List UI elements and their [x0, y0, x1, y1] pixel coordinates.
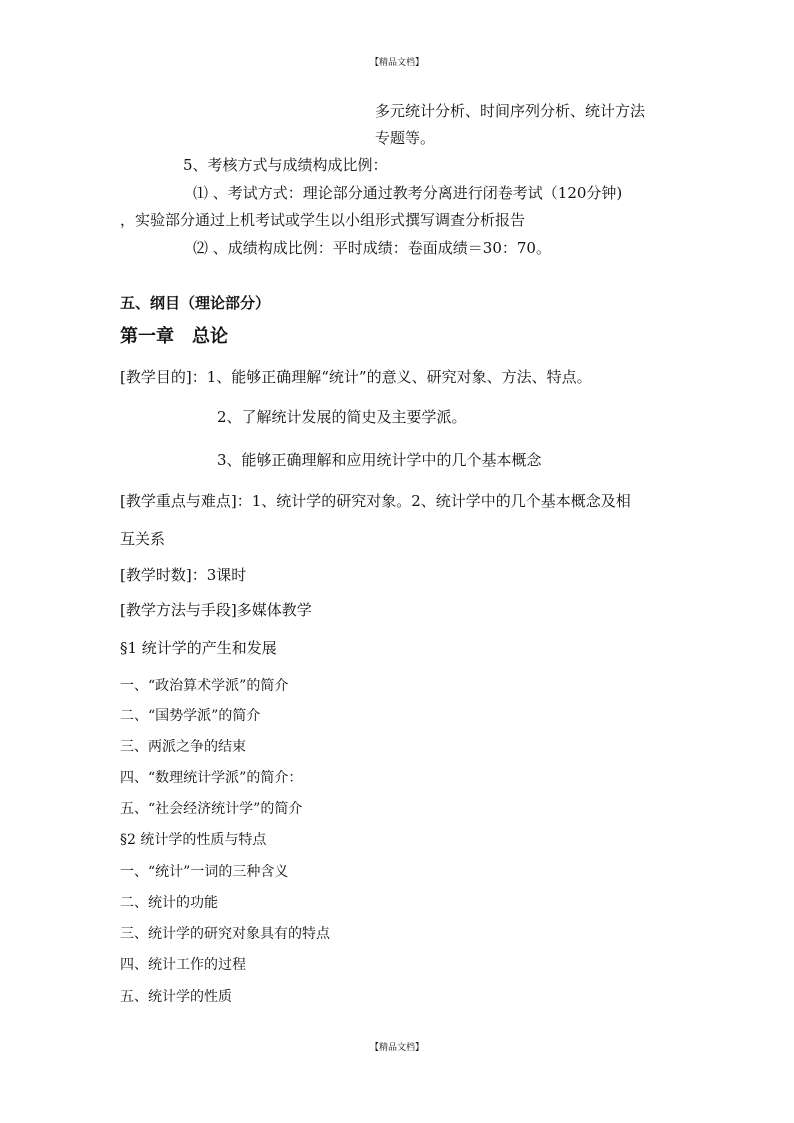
teaching-hours: [教学时数]：3课时 [120, 566, 247, 584]
grade-ratio: ⑵ 、成绩构成比例：平时成绩：卷面成绩＝30：70。 [193, 239, 551, 257]
exam-method-line-1: ⑴ 、考试方式：理论部分通过教考分离进行闭卷考试（120分钟) [193, 184, 623, 202]
outline-item: 二、“国势学派”的简介 [120, 708, 261, 724]
outline-item: 三、两派之争的结束 [120, 739, 246, 755]
teaching-goal-3: 3、能够正确理解和应用统计学中的几个基本概念 [217, 451, 542, 469]
teaching-method: [教学方法与手段]多媒体教学 [120, 601, 312, 619]
outline-item: 四、“数理统计学派”的简介： [120, 770, 303, 786]
page-footer: 【精品文档】 [369, 1043, 424, 1053]
key-points-line-1: [教学重点与难点]：1、统计学的研究对象。2、统计学中的几个基本概念及相 [120, 492, 631, 510]
outline-item: 四、统计工作的过程 [120, 957, 246, 973]
section-title: 五、纲目（理论部分） [120, 294, 271, 312]
page-header: 【精品文档】 [369, 58, 424, 68]
outline-item: 二、统计的功能 [120, 895, 218, 911]
teaching-goal-1: [教学目的]：1、能够正确理解“统计”的意义、研究对象、方法、特点。 [120, 368, 592, 386]
outline-item: 一、“政治算术学派”的简介 [120, 678, 289, 694]
chapter-title: 第一章 总论 [120, 326, 228, 347]
outline-item: §1 统计学的产生和发展 [120, 639, 277, 657]
exam-method-line-2: ，实验部分通过上机考试或学生以小组形式撰写调查分析报告 [120, 211, 526, 229]
outline-item: 五、“社会经济统计学”的简介 [120, 801, 303, 817]
outline-item: 三、统计学的研究对象具有的特点 [120, 926, 330, 942]
intro-line-2: 专题等。 [375, 129, 436, 147]
teaching-goal-2: 2、了解统计发展的简史及主要学派。 [217, 408, 467, 426]
intro-line-1: 多元统计分析、时间序列分析、统计方法 [375, 102, 646, 120]
outline-item: 一、“统计”一词的三种含义 [120, 864, 289, 880]
outline-item: §2 统计学的性质与特点 [120, 832, 267, 848]
key-points-line-2: 互关系 [120, 530, 166, 548]
outline-item: 五、统计学的性质 [120, 989, 232, 1005]
assessment-heading: 5、考核方式与成绩构成比例： [183, 156, 388, 174]
